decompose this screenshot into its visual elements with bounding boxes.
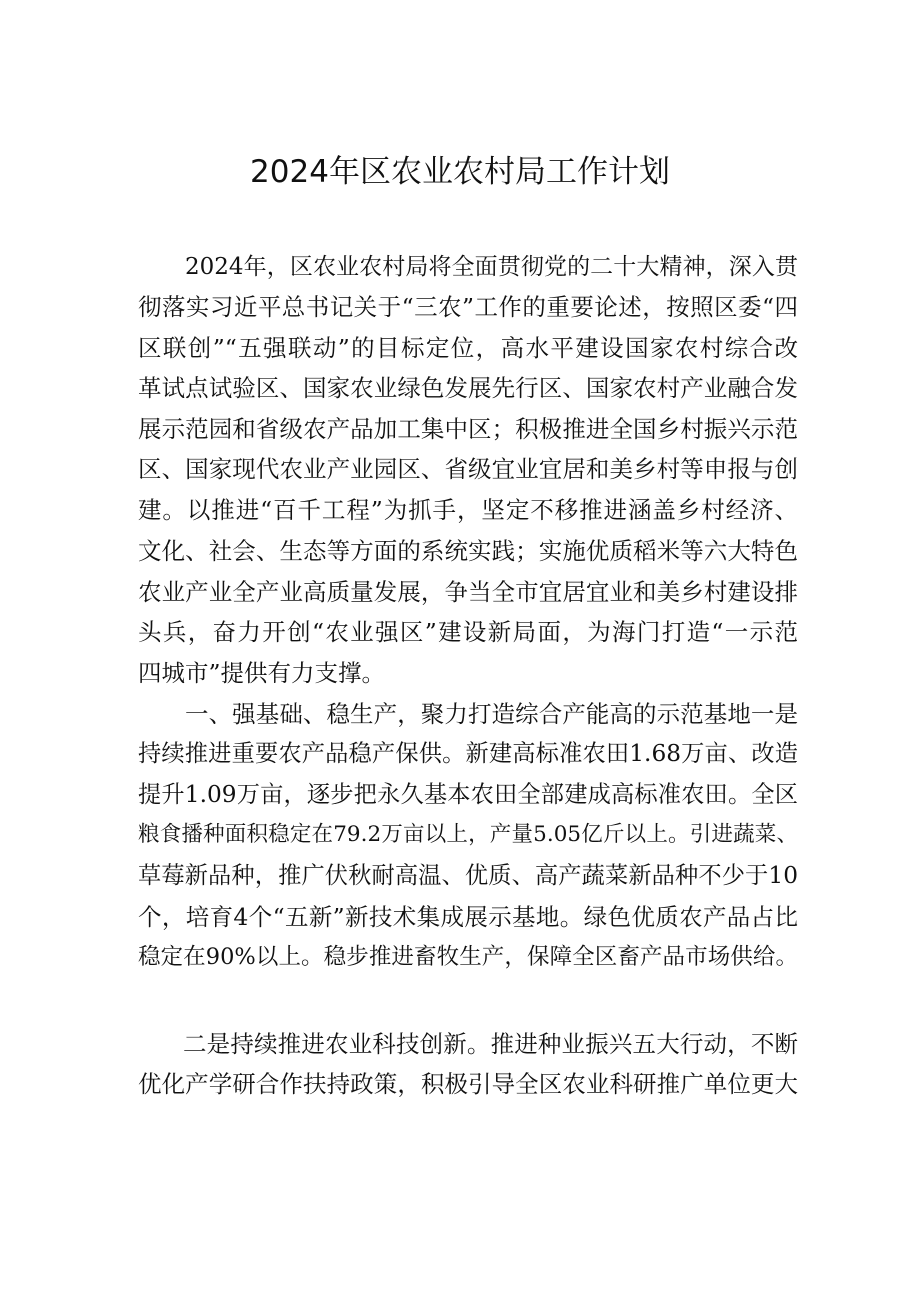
paragraph-2-line: 提升1.09万亩，逐步把永久基本农田全部建成高标准农田。全区 (138, 781, 798, 808)
paragraph-2-line: 稳定在90%以上。稳步推进畜牧生产，保障全区畜产品市场供给。 (138, 944, 798, 970)
paragraph-1-line: 头兵，奋力开创“农业强区”建设新局面，为海门打造“一示范 (138, 618, 798, 646)
paragraph-1-line: 展示范园和省级农产品加工集中区；积极推进全国乡村振兴示范 (138, 415, 798, 443)
paragraph-3-line: 优化产学研合作扶持政策，积极引导全区农业科研推广单位更大 (138, 1070, 798, 1098)
paragraph-3-line: 二是持续推进农业科技创新。推进种业振兴五大行动，不断 (183, 1030, 798, 1058)
paragraph-2-line: 持续推进重要农产品稳产保供。新建高标准农田1.68万亩、改造 (138, 740, 798, 767)
paragraph-1-line: 区、国家现代农业产业园区、省级宜业宜居和美乡村等申报与创 (138, 455, 798, 483)
paragraph-1-line: 四城市”提供有力支撑。 (138, 659, 386, 687)
paragraph-1-line: 区联创”“五强联动”的目标定位，高水平建设国家农村综合改 (138, 334, 798, 362)
document-title: 2024年区农业农村局工作计划 (250, 154, 670, 190)
paragraph-1-line: 彻落实习近平总书记关于“三农”工作的重要论述，按照区委“四 (138, 293, 798, 321)
paragraph-2-line: 粮食播种面积稳定在79.2万亩以上，产量5.05亿斤以上。引进蔬菜、 (138, 822, 798, 847)
paragraph-2-line: 草莓新品种，推广伏秋耐高温、优质、高产蔬菜新品种不少于10 (138, 862, 798, 889)
paragraph-1-line: 农业产业全产业高质量发展，争当全市宜居宜业和美乡村建设排 (138, 578, 798, 606)
paragraph-2-line: 个，培育4个“五新”新技术集成展示基地。绿色优质农产品占比 (138, 903, 798, 931)
paragraph-1-line: 2024年，区农业农村局将全面贯彻党的二十大精神，深入贯 (185, 254, 798, 280)
paragraph-1-line: 建。以推进“百千工程”为抓手，坚定不移推进涵盖乡村经济、 (138, 496, 798, 524)
paragraph-2-line: 一、强基础、稳生产，聚力打造综合产能高的示范基地一是 (185, 700, 798, 728)
paragraph-1-line: 革试点试验区、国家农业绿色发展先行区、国家农村产业融合发 (138, 374, 798, 402)
paragraph-1-line: 文化、社会、生态等方面的系统实践；实施优质稻米等六大特色 (138, 537, 798, 565)
